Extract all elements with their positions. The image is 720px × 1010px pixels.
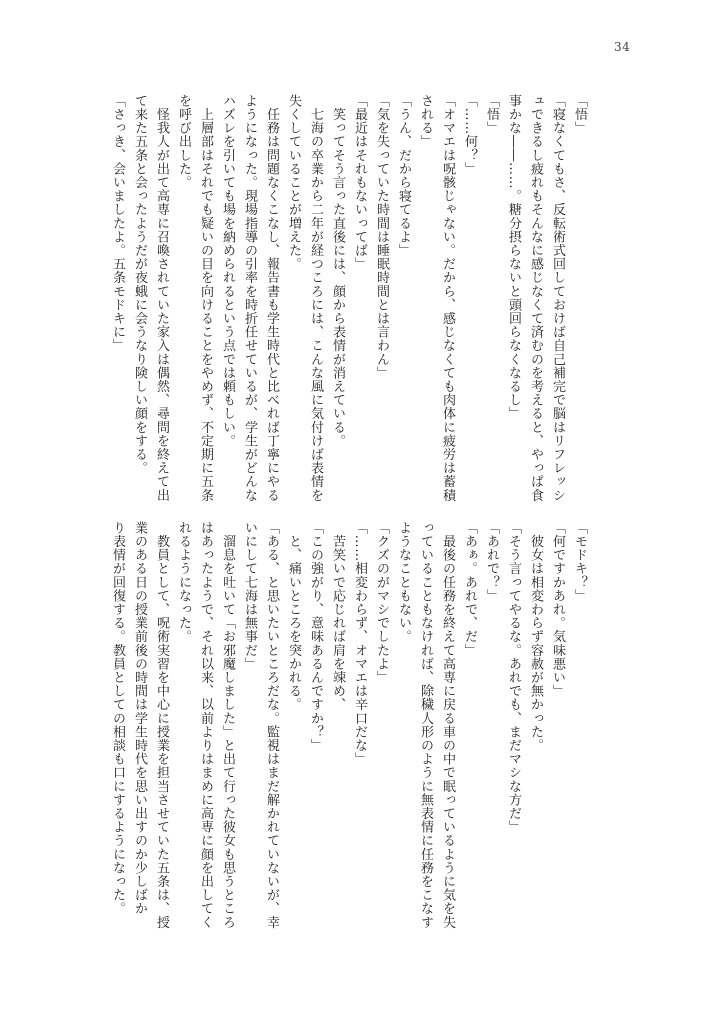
text-line: ュできるし疲れもそんなに感じなくて済むのを考えると、やっぱ食 <box>528 94 543 502</box>
text-line: ハズレを引いても場を納められるという点では頼もしい。 <box>220 94 235 448</box>
text-line: 「あれで？」 <box>484 521 499 603</box>
text-line: 「最近はそれもないってば」 <box>352 94 367 271</box>
text-line: 上層部はそれでも疑いの目を向けることをやめず、不定期に五条 <box>198 94 213 502</box>
text-line: 任務は問題なくこなし、報告書も学生時代と比べれば丁寧にやる <box>264 94 279 502</box>
text-line: 失くしていることが増えた。 <box>286 94 301 271</box>
text-line: 「オマエは呪骸じゃない。だから、感じなくても肉体に疲労は蓄積 <box>440 94 455 502</box>
text-line: 「あぁ。あれで、だ」 <box>462 521 477 657</box>
text-line: 苦笑いで応じれば肩を竦め、 <box>330 521 345 712</box>
upper-text-block <box>106 94 590 502</box>
text-line: 「悟」 <box>572 94 587 135</box>
text-line: 彼女は相変わらず容赦が無かった。 <box>528 521 543 753</box>
text-line: 怪我人が出て高専に召喚されていた家入は偶然、尋問を終えて出 <box>154 94 169 502</box>
text-line: れるようになった。 <box>176 521 191 644</box>
text-line: 溜息を吐いて「お邪魔しました」と出て行った彼女も思うところ <box>220 521 235 929</box>
text-line: 事かな――……。糖分摂らないと頭回らなくなるし」 <box>506 94 521 421</box>
text-line: 七海の卒業から二年が経つころには、こんな風に気付けば表情を <box>308 94 323 502</box>
lower-text-block <box>106 521 590 929</box>
text-line: 「モドキ？」 <box>572 521 587 603</box>
text-line: 教員として、呪術実習を中心に授業を担当させていた五条は、授 <box>154 521 169 929</box>
text-line: て来た五条と会ったようだが夜蛾に会うなり険しい顔をする。 <box>132 94 147 475</box>
text-line: り表情が回復する。教員としての相談も口にするようになった。 <box>110 521 125 916</box>
text-line: はあったようで、それ以来、以前よりはまめに高専に顔を出してく <box>198 521 213 929</box>
text-line: 「うん、だから寝てるよ」 <box>396 94 411 258</box>
page-number: 34 <box>614 40 631 54</box>
text-line: 「ある、と思いたいところだな。監視はまだ解かれていないが、幸 <box>264 521 279 929</box>
text-line: 「クズのがマシでしたよ」 <box>374 521 389 685</box>
text-line: と、痛いところを突かれる。 <box>286 521 301 712</box>
text-line: 「この強がり、意味あるんですか？」 <box>308 521 323 753</box>
text-line: いにして七海は無事だ」 <box>242 521 257 671</box>
text-line: 「気を失っていた時間は睡眠時間とは言わん」 <box>374 94 389 380</box>
text-line: ようになった。現場指導の引率を時折任せているが、学生がどんな <box>242 94 257 502</box>
text-line: ようなこともない。 <box>396 521 411 644</box>
text-line: 「そう言ってやるな。あれでも、まだマシな方だ」 <box>506 521 521 834</box>
text-line: 「……相変わらず、オマエは辛口だな」 <box>352 521 367 766</box>
text-line: 最後の任務を終えて高専に戻る車の中で眠っているように気を失 <box>440 521 455 929</box>
text-line: される」 <box>418 94 433 149</box>
text-line: 「悟」 <box>484 94 499 135</box>
text-line: 「さっき、会いましたよ。五条モドキに」 <box>110 94 125 353</box>
text-line: 笑ってそう言った直後には、顔から表情が消えている。 <box>330 94 345 448</box>
text-line: っていることもなければ、除穢人形のように無表情に任務をこなす <box>418 521 433 929</box>
text-line: 業のある日の授業前後の時間は学生時代を思い出すのか少しばか <box>132 521 147 916</box>
text-line: 「寝なくてもさ、反転術式回しておけば自己補完で脳はリフレッシ <box>550 94 565 502</box>
text-line: を呼び出した。 <box>176 94 191 190</box>
text-line: 「……何？」 <box>462 94 477 176</box>
text-line: 「何ですかあれ。気味悪い」 <box>550 521 565 698</box>
